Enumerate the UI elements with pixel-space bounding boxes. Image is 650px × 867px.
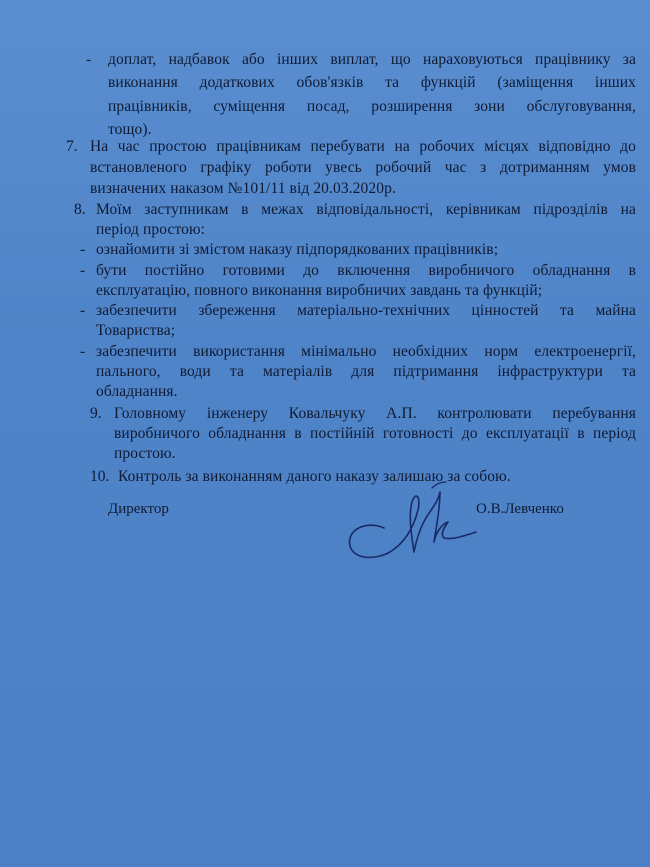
text-line: виконання додаткових обов'язків та функцій (заміщення інших bbox=[108, 74, 636, 91]
handwritten-signature bbox=[336, 480, 486, 575]
text-line: Головному інженеру Ковальчуку А.П. контролювати перебування bbox=[114, 405, 636, 422]
list-dash: - bbox=[80, 262, 86, 279]
text-line: ознайомити зі змістом наказу підпорядкованих працівників; bbox=[96, 241, 499, 258]
text-line: обладнання. bbox=[96, 383, 178, 400]
text-line: тощо). bbox=[108, 121, 152, 138]
text-line: Моїм заступникам в межах відповідальності, керівникам підрозділів на bbox=[96, 201, 636, 218]
text-line: пального, води та матеріалів для підтримання інфраструктури та bbox=[96, 363, 636, 380]
text-line: бути постійно готовими до включення виробничого обладнання в bbox=[96, 262, 636, 279]
item-number: 9. bbox=[90, 405, 102, 422]
item-number: 7. bbox=[66, 138, 78, 155]
text-line: забезпечити використання мінімально необхідних норм електроенергії, bbox=[96, 343, 636, 360]
text-line: Контроль за виконанням даного наказу залишаю за собою. bbox=[118, 468, 511, 485]
text-line: працівників, суміщення посад, розширення зони обслуговування, bbox=[108, 98, 636, 115]
text-line: період простою: bbox=[96, 221, 206, 238]
text-line: виробничого обладнання в постійній готовності до експлуатації в період bbox=[114, 425, 636, 442]
text-line: забезпечити збереження матеріально-технічних цінностей та майна bbox=[96, 302, 636, 319]
item-number: 10. bbox=[90, 468, 110, 485]
list-dash: - bbox=[80, 302, 86, 319]
text-line: доплат, надбавок або інших виплат, що нараховуються працівнику за bbox=[108, 51, 636, 68]
signatory-title: Директор bbox=[108, 501, 169, 517]
text-line: Товариства; bbox=[96, 322, 176, 339]
text-line: експлуатацію, повного виконання виробничих завдань та функцій; bbox=[96, 282, 543, 299]
signatory-name: О.В.Левченко bbox=[476, 501, 564, 517]
text-line: визначених наказом №101/11 від 20.03.2020р. bbox=[90, 180, 396, 197]
item-number: 8. bbox=[74, 201, 86, 218]
list-dash: - bbox=[80, 241, 86, 258]
list-dash: - bbox=[86, 51, 92, 68]
list-dash: - bbox=[80, 343, 86, 360]
text-line: На час простою працівникам перебувати на робочих місцях відповідно до bbox=[90, 138, 636, 155]
text-line: простою. bbox=[114, 445, 176, 462]
text-line: встановленого графіку роботи увесь робочий час з дотриманням умов bbox=[90, 159, 636, 176]
